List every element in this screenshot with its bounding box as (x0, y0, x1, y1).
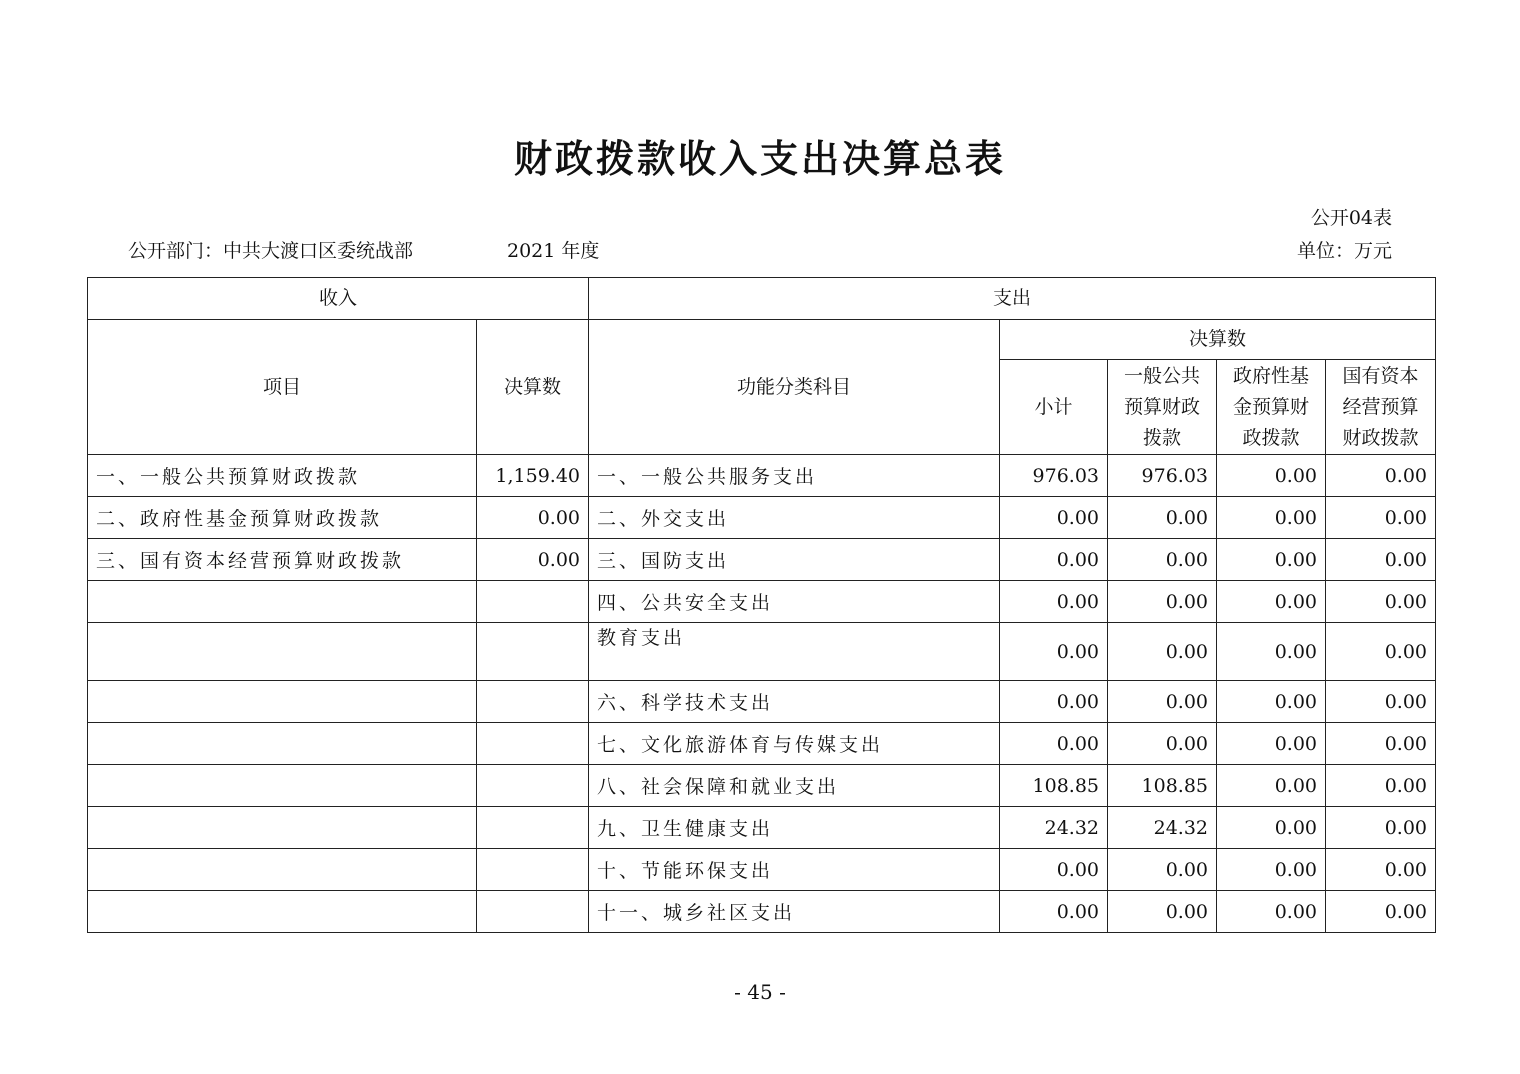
state-capital-cell: 0.00 (1326, 623, 1436, 681)
general-budget-cell: 0.00 (1108, 681, 1217, 723)
department-label: 公开部门：中共大渡口区委统战部 (128, 240, 414, 262)
income-item (88, 623, 477, 681)
state-capital-header: 国有资本经营预算财政拨款 (1326, 360, 1436, 455)
table-row (88, 497, 1436, 539)
subtotal-cell: 0.00 (1000, 581, 1108, 623)
gov-fund-cell: 0.00 (1217, 581, 1326, 623)
income-item: 一、一般公共预算财政拨款 (88, 455, 477, 497)
state-capital-cell: 0.00 (1326, 723, 1436, 765)
subtotal-header: 小计 (1000, 360, 1108, 455)
table-row (88, 891, 1436, 933)
income-item (88, 849, 477, 891)
general-budget-cell: 108.85 (1108, 765, 1217, 807)
expense-category: 三、国防支出 (589, 539, 1000, 581)
income-amount: 1,159.40 (477, 455, 589, 497)
income-amount (477, 623, 589, 681)
table-row (88, 623, 1436, 681)
state-capital-cell: 0.00 (1326, 765, 1436, 807)
state-capital-cell: 0.00 (1326, 539, 1436, 581)
gov-fund-cell: 0.00 (1217, 623, 1326, 681)
income-item: 二、政府性基金预算财政拨款 (88, 497, 477, 539)
general-budget-cell: 24.32 (1108, 807, 1217, 849)
income-item (88, 807, 477, 849)
gov-fund-header: 政府性基金预算财政拨款 (1217, 360, 1326, 455)
state-capital-cell: 0.00 (1326, 849, 1436, 891)
income-item (88, 581, 477, 623)
general-budget-cell: 976.03 (1108, 455, 1217, 497)
amount-header: 决算数 (477, 320, 589, 455)
general-budget-cell: 0.00 (1108, 539, 1217, 581)
state-capital-cell: 0.00 (1326, 455, 1436, 497)
gov-fund-cell: 0.00 (1217, 807, 1326, 849)
gov-fund-cell: 0.00 (1217, 723, 1326, 765)
subtotal-cell: 108.85 (1000, 765, 1108, 807)
expense-category: 十、节能环保支出 (589, 849, 1000, 891)
state-capital-cell: 0.00 (1326, 891, 1436, 933)
table-row (88, 765, 1436, 807)
state-capital-cell: 0.00 (1326, 497, 1436, 539)
table-row (88, 723, 1436, 765)
gov-fund-cell: 0.00 (1217, 891, 1326, 933)
subtotal-cell: 0.00 (1000, 623, 1108, 681)
subtotal-cell: 0.00 (1000, 681, 1108, 723)
page-title: 财政拨款收入支出决算总表 (513, 137, 1006, 181)
subtotal-cell: 0.00 (1000, 723, 1108, 765)
income-amount (477, 723, 589, 765)
final-amount-header: 决算数 (1000, 320, 1436, 360)
table-row (88, 539, 1436, 581)
general-budget-cell: 0.00 (1108, 497, 1217, 539)
income-amount (477, 681, 589, 723)
income-header: 收入 (88, 278, 589, 320)
table-row (88, 849, 1436, 891)
gov-fund-cell: 0.00 (1217, 681, 1326, 723)
expense-category: 九、卫生健康支出 (589, 807, 1000, 849)
general-budget-cell: 0.00 (1108, 849, 1217, 891)
expense-category: 一、一般公共服务支出 (589, 455, 1000, 497)
expense-category: 七、文化旅游体育与传媒支出 (589, 723, 1000, 765)
expense-category: 八、社会保障和就业支出 (589, 765, 1000, 807)
income-item: 三、国有资本经营预算财政拨款 (88, 539, 477, 581)
expense-category: 十一、城乡社区支出 (589, 891, 1000, 933)
expense-category: 四、公共安全支出 (589, 581, 1000, 623)
state-capital-cell: 0.00 (1326, 807, 1436, 849)
income-amount (477, 891, 589, 933)
gov-fund-cell: 0.00 (1217, 539, 1326, 581)
gov-fund-cell: 0.00 (1217, 497, 1326, 539)
budget-table (87, 277, 1436, 933)
general-budget-cell: 0.00 (1108, 581, 1217, 623)
item-header: 项目 (88, 320, 477, 455)
income-amount: 0.00 (477, 497, 589, 539)
state-capital-cell: 0.00 (1326, 681, 1436, 723)
general-budget-header: 一般公共预算财政拨款 (1108, 360, 1217, 455)
general-budget-cell: 0.00 (1108, 891, 1217, 933)
subtotal-cell: 24.32 (1000, 807, 1108, 849)
expense-category: 二、外交支出 (589, 497, 1000, 539)
table-row (88, 581, 1436, 623)
income-item (88, 723, 477, 765)
gov-fund-cell: 0.00 (1217, 765, 1326, 807)
expense-header: 支出 (589, 278, 1436, 320)
gov-fund-cell: 0.00 (1217, 455, 1326, 497)
expense-category: 教育支出 (589, 623, 1000, 681)
page-number: - 45 - (734, 980, 786, 1004)
income-amount (477, 849, 589, 891)
subtotal-cell: 0.00 (1000, 849, 1108, 891)
income-item (88, 765, 477, 807)
expense-category: 六、科学技术支出 (589, 681, 1000, 723)
subtotal-cell: 0.00 (1000, 891, 1108, 933)
gov-fund-cell: 0.00 (1217, 849, 1326, 891)
unit-label: 单位：万元 (1296, 240, 1392, 262)
table-number: 公开04表 (1310, 207, 1392, 229)
year-label: 2021 年度 (507, 240, 600, 262)
income-item (88, 891, 477, 933)
function-category-header: 功能分类科目 (589, 320, 1000, 455)
subtotal-cell: 0.00 (1000, 497, 1108, 539)
general-budget-cell: 0.00 (1108, 623, 1217, 681)
table-row (88, 807, 1436, 849)
subtotal-cell: 976.03 (1000, 455, 1108, 497)
general-budget-cell: 0.00 (1108, 723, 1217, 765)
subtotal-cell: 0.00 (1000, 539, 1108, 581)
table-row (88, 681, 1436, 723)
income-amount (477, 581, 589, 623)
income-item (88, 681, 477, 723)
state-capital-cell: 0.00 (1326, 581, 1436, 623)
table-row (88, 455, 1436, 497)
income-amount: 0.00 (477, 539, 589, 581)
income-amount (477, 807, 589, 849)
income-amount (477, 765, 589, 807)
